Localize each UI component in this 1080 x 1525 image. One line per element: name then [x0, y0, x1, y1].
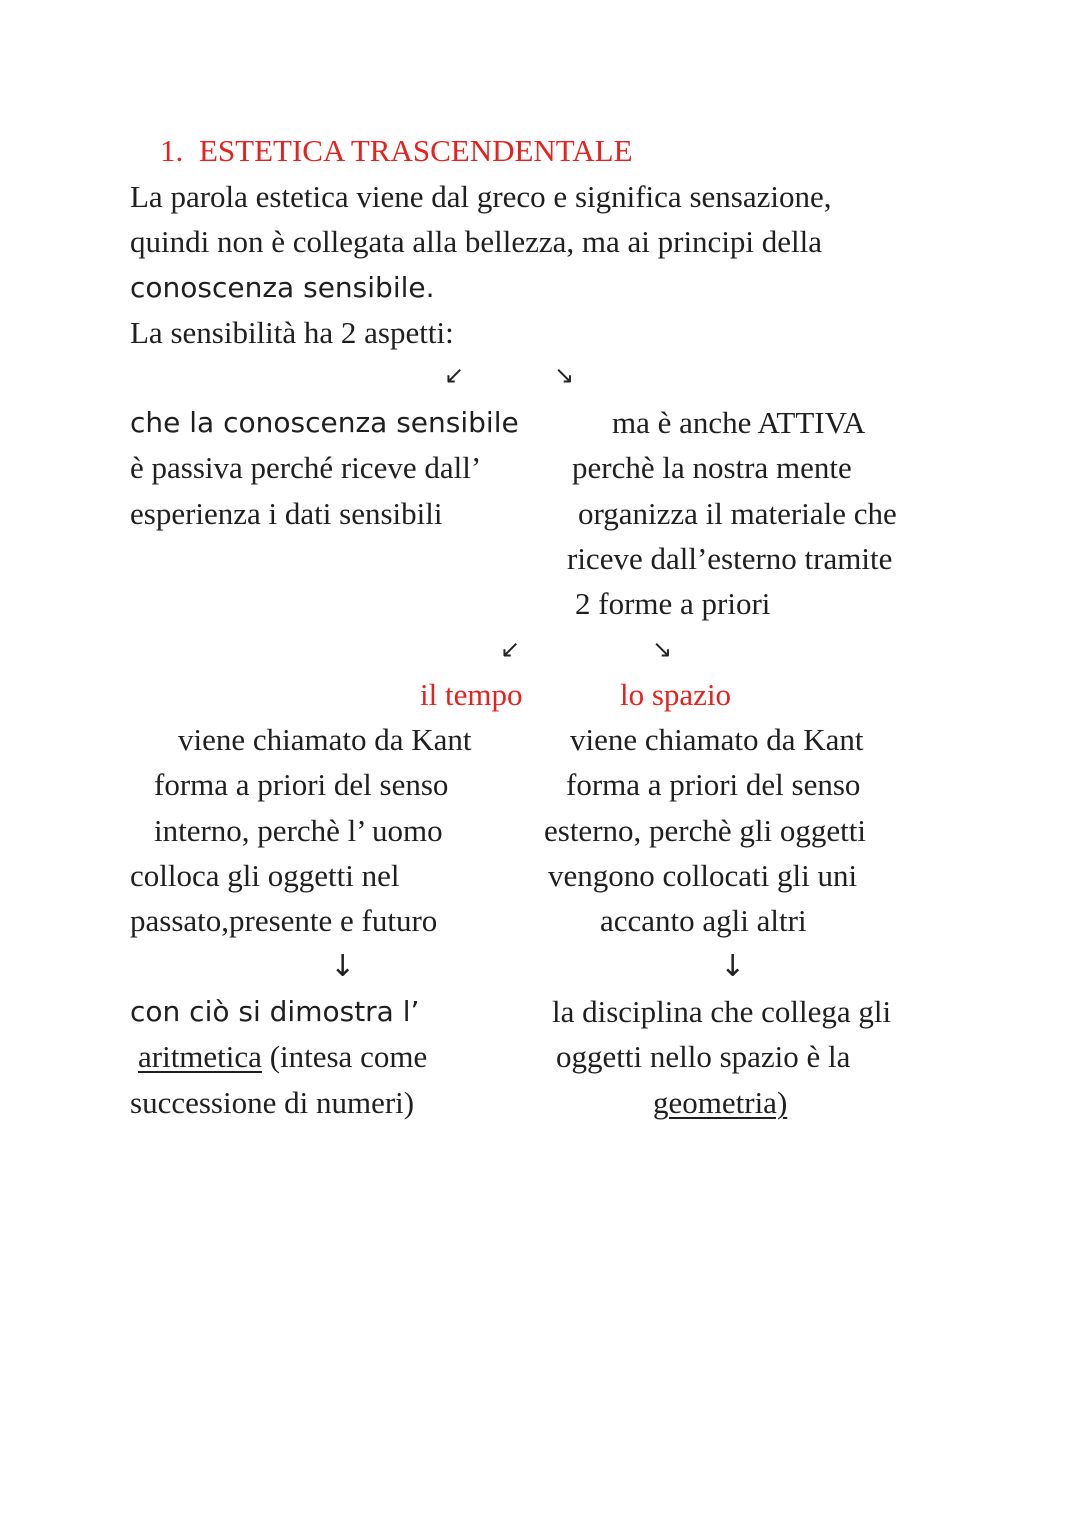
spazio-line-1: viene chiamato da Kant [570, 722, 864, 757]
tempo-line-1: viene chiamato da Kant [178, 722, 472, 757]
right-aspect-line-3: organizza il materiale che [578, 496, 897, 531]
arrow-down-icon: ↓ [330, 949, 356, 984]
right-aspect-line-1: ma è anche ATTIVA [612, 405, 866, 440]
spazio-label: lo spazio [620, 677, 732, 712]
intro-line-3: conoscenza sensibile. [130, 271, 435, 304]
tempo-label: il tempo [420, 677, 523, 712]
arrow-down-left-icon: ↙ [500, 635, 521, 663]
right-aspect-line-4: riceve dall’esterno tramite [567, 541, 893, 576]
spazio-line-3: esterno, perchè gli oggetti [544, 813, 866, 848]
tempo-line-4: colloca gli oggetti nel [130, 858, 400, 893]
left-aspect-line-1: che la conoscenza sensibile [130, 406, 519, 439]
arrow-down-right-icon: ↘ [554, 361, 575, 389]
intro-line-2: quindi non è collegata alla bellezza, ma ai principi della [130, 224, 823, 259]
tempo-line-3: interno, perchè l’ uomo [154, 813, 443, 848]
geometria-term: geometria) [653, 1085, 788, 1120]
tempo-result-line-2-rest: (intesa come [261, 1039, 428, 1074]
section-heading [160, 128, 633, 173]
arrow-down-icon: ↓ [720, 949, 746, 984]
spazio-result-line-3 [653, 1080, 787, 1125]
right-aspect-line-5: 2 forme a priori [575, 586, 771, 621]
tempo-result-line-2 [138, 1034, 427, 1079]
arrow-down-right-icon: ↘ [652, 635, 673, 663]
tempo-result-line-3: successione di numeri) [130, 1085, 415, 1120]
spazio-line-5: accanto agli altri [600, 903, 807, 938]
right-aspect-line-2: perchè la nostra mente [572, 450, 852, 485]
section-title: ESTETICA TRASCENDENTALE [199, 133, 633, 168]
aritmetica-term: aritmetica [138, 1039, 262, 1074]
arrow-down-left-icon: ↙ [444, 361, 465, 389]
left-aspect-line-3: esperienza i dati sensibili [130, 496, 443, 531]
tempo-line-5: passato,presente e futuro [130, 903, 438, 938]
spazio-result-line-2: oggetti nello spazio è la [556, 1039, 851, 1074]
spazio-result-line-1: la disciplina che collega gli [552, 994, 892, 1029]
intro-line-4: La sensibilità ha 2 aspetti: [130, 315, 454, 350]
left-aspect-line-2: è passiva perché riceve dall’ [130, 450, 482, 485]
spazio-line-2: forma a priori del senso [566, 767, 861, 802]
spazio-line-4: vengono collocati gli uni [548, 858, 858, 893]
intro-line-1: La parola estetica viene dal greco e significa sensazione, [130, 179, 832, 214]
section-number: 1. [160, 133, 184, 168]
tempo-result-line-1: con ciò si dimostra l’ [130, 995, 420, 1028]
tempo-line-2: forma a priori del senso [154, 767, 449, 802]
